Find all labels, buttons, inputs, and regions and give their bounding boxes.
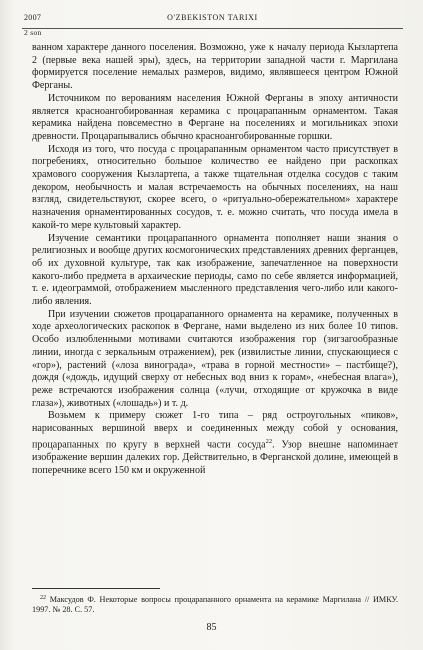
footnote-divider	[32, 588, 160, 589]
paragraph: При изучении сюжетов процарапанного орнамента на керамике, полученных в ходе археологических раскопок в Фергане, нами выделено из них более 10 типов. Особо излюбленными мотивами считаются изображения гор (зигзагообразные линии, иногда с зеркальным отражением), рек (извилистые линии, спускающиеся с «гор»), растений («лоза винограда», «трава в горной местности» – пастбище?), дождя («дождь, идущий сверху от небесных вод вниз к горам», «небесная влага»), реже встречаются изображения солнца («лучи, отходящие от кружочка в виде глаза»), животных («лошадь») и т. д.	[32, 308, 398, 409]
header-journal-title: O'ZBEKISTON TARIXI	[167, 13, 258, 22]
paragraph: ванном характере данного поселения. Возможно, уже к началу периода Кызлартепа 2 (первые века нашей эры), здесь, на территории западной части г. Маргилана формируется поселение немалых размеров, видимо, являвшееся центром Южной Ферганы.	[32, 42, 398, 92]
footnote-number: 22	[40, 595, 46, 601]
paragraph: Источником по верованиям населения Южной Ферганы в эпоху античности является красноангобированная керамика с процарапанным орнаментом. Такая керамика найдена повсеместно в Фергане на поселениях и могильниках эпохи древности. Процарапывались обычно красноангобированные горшки.	[32, 92, 398, 142]
paragraph: Изучение семантики процарапанного орнамента пополняет наши знания о религиозных и вообще других космогонических представлениях древних ферганцев, об их духовной культуре, так как изображение, запечатленное на поверхности какого-либо предмета в архаические периоды, само по себе является информацией, т. е. идеограммой, отображением мысленного представления чего-либо или какого-либо явления.	[32, 232, 398, 308]
paragraph-text: Узор внешне напоминает изображение вершин далеких гор. Действительно, в Ферганской долине, имеющей в поперечнике всего 150 км и окруженной	[32, 439, 398, 476]
paragraph: Возьмем к примеру сюжет 1-го типа – ряд остроугольных «пиков», нарисованных вершиной вверх и соединенных между собой у основания, процарапанных по кругу в верхней части сосуда$^{22}$. Узор внешне напоминает изображение вершин далеких гор. Действительно, в Ферганской долине, имеющей в поперечнике всего 150 км и окруженной	[32, 410, 398, 476]
running-header	[22, 10, 403, 37]
paragraph: Исходя из того, что посуда с процарапанным орнаментом часто присутствует в погребениях, относительно большое количество ее найдено при раскопках храмового сооружения Кызлартепа, а также тщательная отделка сосудов с таким декором, необычность и малая встречаемость на обычных поселениях, на наш взгляд, свидетельствуют, скорее всего, о «ритуально-обережательном» характере назначения орнаментированных сосудов, т. е. можно считать, что посуда имела в какой-то мере культовый характер.	[32, 143, 398, 231]
header-issue: 2 son	[24, 28, 42, 37]
header-year: 2007	[24, 13, 42, 22]
footnote-text: Максудов Ф. Некоторые вопросы процарапанного орнамента на керамике Маргилана // ИМКУ. 1997. № 28. С. 57.	[32, 595, 398, 615]
footnote	[32, 593, 398, 616]
footnote-reference[interactable]: 22	[265, 437, 273, 445]
body-text	[32, 42, 398, 477]
paragraph-text: Возьмем к примеру сюжет 1-го типа – ряд остроугольных «пиков», нарисованных вершиной вверх и соединенных между собой у основания, процарапанных по кругу в верхней части сосуда	[32, 410, 398, 451]
page-number: 85	[206, 622, 217, 633]
